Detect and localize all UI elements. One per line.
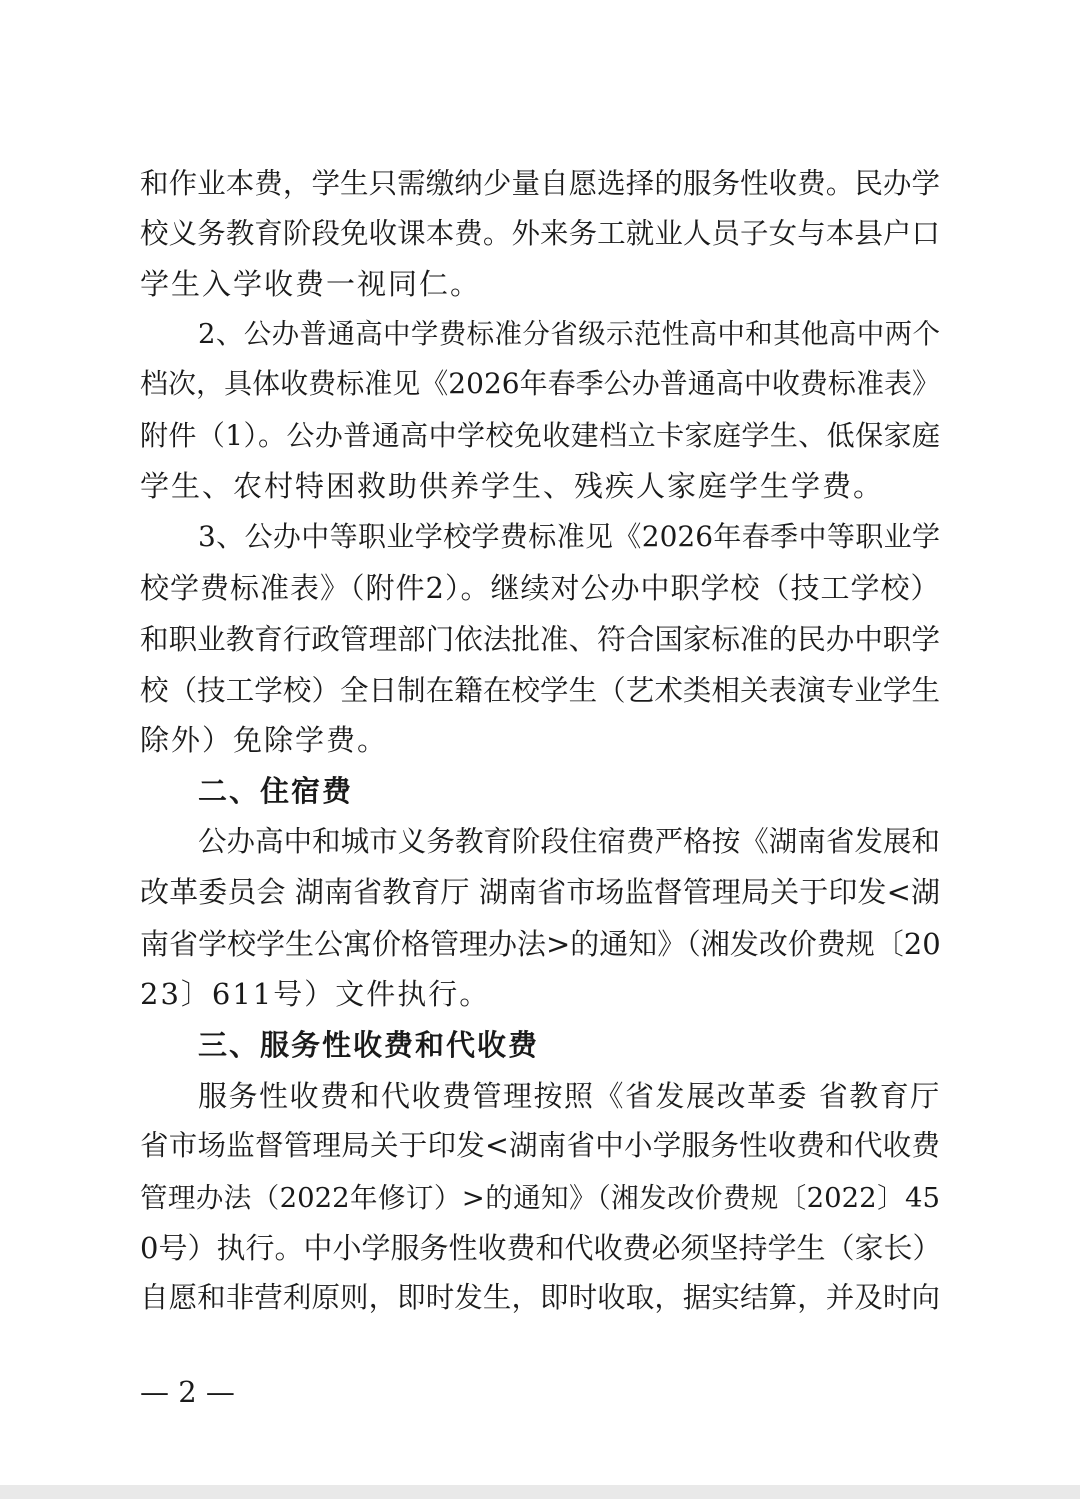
text-line: 公办高中和城市义务教育阶段住宿费严格按《湖南省发展和: [198, 825, 940, 858]
text-line: 档次，具体收费标准见《2026年春季公办普通高中收费标准表》: [140, 367, 940, 400]
text-line: 0号）执行。中小学服务性收费和代收费必须坚持学生（家长）: [140, 1231, 942, 1265]
text-line: 学生、农村特困救助供养学生、残疾人家庭学生学费。: [140, 469, 885, 503]
text-line: 和作业本费，学生只需缴纳少量自愿选择的服务性收费。民办学: [140, 167, 940, 200]
text-line: 和职业教育行政管理部门依法批准、符合国家标准的民办中职学: [140, 623, 940, 656]
section-heading: 二、住宿费: [198, 774, 354, 808]
page-bottom-edge: [0, 1485, 1080, 1499]
text-line: 3、公办中等职业学校学费标准见《2026年春季中等职业学: [198, 520, 940, 553]
text-line: 校学费标准表》（附件2）。继续对公办中职学校（技工学校）: [140, 571, 941, 605]
text-line: 除外）免除学费。: [140, 723, 389, 757]
text-line: 2、公办普通高中学费标准分省级示范性高中和其他高中两个: [198, 318, 940, 350]
text-line: 附件（1）。公办普通高中学校免收建档立卡家庭学生、低保家庭: [140, 419, 940, 452]
text-line: 23〕611号）文件执行。: [140, 977, 491, 1011]
text-line: 校（技工学校）全日制在籍在校学生（艺术类相关表演专业学生: [140, 674, 940, 707]
section-heading: 三、服务性收费和代收费: [198, 1028, 540, 1062]
text-line: 南省学校学生公寓价格管理办法>的通知》（湘发改价费规〔20: [140, 927, 941, 961]
text-line: 省市场监督管理局关于印发<湖南省中小学服务性收费和代收费: [140, 1129, 940, 1162]
page-number: — 2 —: [140, 1375, 235, 1409]
text-line: 校义务教育阶段免收课本费。外来务工就业人员子女与本县户口: [140, 217, 940, 250]
text-line: 改革委员会 湖南省教育厅 湖南省市场监督管理局关于印发<湖: [140, 875, 940, 909]
text-line: 学生入学收费一视同仁。: [140, 267, 482, 301]
text-line: 自愿和非营利原则，即时发生，即时收取，据实结算，并及时向: [140, 1281, 940, 1314]
text-line: 服务性收费和代收费管理按照《省发展改革委 省教育厅: [198, 1079, 941, 1113]
text-line: 管理办法（2022年修订）>的通知》（湘发改价费规〔2022〕45: [140, 1182, 940, 1214]
